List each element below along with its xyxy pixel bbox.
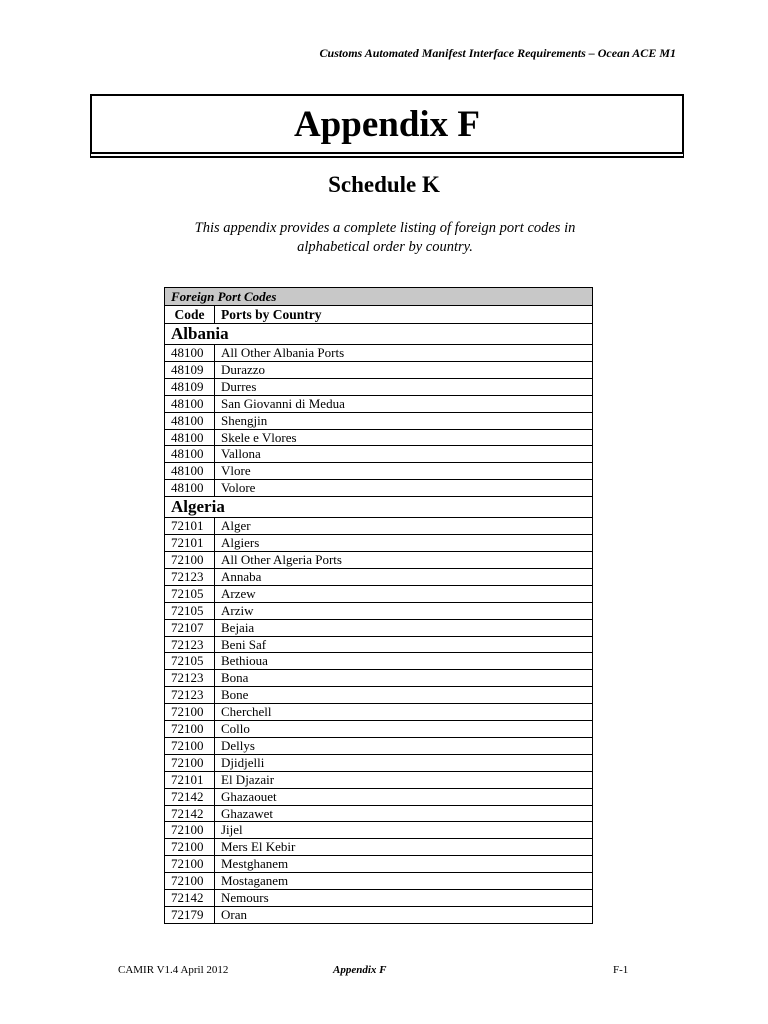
- port-name: Beni Saf: [215, 636, 593, 653]
- port-name: Ghazawet: [215, 805, 593, 822]
- country-row: [165, 324, 593, 345]
- port-code: 48100: [165, 412, 215, 429]
- port-code: 72101: [165, 771, 215, 788]
- ports-column-header: Ports by Country: [215, 306, 593, 324]
- port-code: 48109: [165, 378, 215, 395]
- table-row: [165, 704, 593, 721]
- port-code: 72101: [165, 535, 215, 552]
- port-name: Jijel: [215, 822, 593, 839]
- port-name: Nemours: [215, 890, 593, 907]
- intro-paragraph: This appendix provides a complete listing of foreign port codes in alphabetical order by country.: [194, 220, 576, 255]
- port-code: 48100: [165, 429, 215, 446]
- port-code: 72179: [165, 907, 215, 924]
- table-row: [165, 463, 593, 480]
- table-row: [165, 585, 593, 602]
- table-row: [165, 535, 593, 552]
- country-name: Algeria: [165, 497, 593, 518]
- table-row: [165, 890, 593, 907]
- table-row: [165, 687, 593, 704]
- port-name: All Other Algeria Ports: [215, 551, 593, 568]
- port-name: Annaba: [215, 568, 593, 585]
- port-name: Dellys: [215, 737, 593, 754]
- table-row: [165, 737, 593, 754]
- port-name: Volore: [215, 480, 593, 497]
- port-name: Arziw: [215, 602, 593, 619]
- port-name: Vlore: [215, 463, 593, 480]
- table-row: [165, 788, 593, 805]
- port-code: 72101: [165, 518, 215, 535]
- port-name: Alger: [215, 518, 593, 535]
- table-caption: Foreign Port Codes: [165, 288, 593, 306]
- port-name: Arzew: [215, 585, 593, 602]
- port-name: Djidjelli: [215, 754, 593, 771]
- footer-page-number: F-1: [613, 964, 629, 976]
- table-row: [165, 754, 593, 771]
- table-row: [165, 771, 593, 788]
- running-header: Customs Automated Manifest Interface Requirements – Ocean ACE M1: [319, 46, 676, 60]
- table-row: [165, 856, 593, 873]
- port-code: 48109: [165, 361, 215, 378]
- port-code: 72100: [165, 856, 215, 873]
- table-row: [165, 873, 593, 890]
- code-column-header: Code: [165, 306, 215, 324]
- table-row: [165, 653, 593, 670]
- port-code: 72123: [165, 636, 215, 653]
- table-row: [165, 429, 593, 446]
- port-code: 72107: [165, 619, 215, 636]
- port-code: 72105: [165, 585, 215, 602]
- table-row: [165, 907, 593, 924]
- port-code: 72142: [165, 805, 215, 822]
- table-row: [165, 636, 593, 653]
- port-code: 72105: [165, 653, 215, 670]
- port-name: Ghazaouet: [215, 788, 593, 805]
- table-row: [165, 518, 593, 535]
- table-row: [165, 378, 593, 395]
- port-name: Bona: [215, 670, 593, 687]
- port-name: Mostaganem: [215, 873, 593, 890]
- port-code: 72100: [165, 737, 215, 754]
- port-code: 48100: [165, 395, 215, 412]
- port-code: 48100: [165, 463, 215, 480]
- table-row: [165, 446, 593, 463]
- table-row: [165, 839, 593, 856]
- port-code: 72100: [165, 822, 215, 839]
- table-row: [165, 721, 593, 738]
- port-name: Durazzo: [215, 361, 593, 378]
- footer-section: Appendix F: [333, 964, 387, 976]
- port-code: 72100: [165, 873, 215, 890]
- port-code: 72142: [165, 788, 215, 805]
- table-row: [165, 822, 593, 839]
- port-name: Collo: [215, 721, 593, 738]
- table-row: [165, 480, 593, 497]
- table-row: [165, 395, 593, 412]
- table-row: [165, 602, 593, 619]
- port-name: Mestghanem: [215, 856, 593, 873]
- table-row: [165, 551, 593, 568]
- port-name: Bethioua: [215, 653, 593, 670]
- port-name: Shengjin: [215, 412, 593, 429]
- port-name: Bone: [215, 687, 593, 704]
- footer-version: CAMIR V1.4 April 2012: [118, 964, 229, 976]
- port-code: 72100: [165, 551, 215, 568]
- port-code: 72105: [165, 602, 215, 619]
- page-title: Appendix F: [293, 103, 481, 145]
- port-code: 72123: [165, 568, 215, 585]
- port-name: Mers El Kebir: [215, 839, 593, 856]
- port-name: San Giovanni di Medua: [215, 395, 593, 412]
- port-name: Vallona: [215, 446, 593, 463]
- port-name: El Djazair: [215, 771, 593, 788]
- table-row: [165, 670, 593, 687]
- port-code: 72123: [165, 687, 215, 704]
- port-code: 48100: [165, 345, 215, 362]
- port-name: Oran: [215, 907, 593, 924]
- title-box: [90, 94, 684, 154]
- table-row: [165, 412, 593, 429]
- port-code: 72100: [165, 754, 215, 771]
- schedule-heading: Schedule K: [328, 172, 440, 197]
- port-code: 72100: [165, 721, 215, 738]
- port-code: 72123: [165, 670, 215, 687]
- table-row: [165, 805, 593, 822]
- port-codes-table: [164, 287, 593, 924]
- port-name: Skele e Vlores: [215, 429, 593, 446]
- table-row: [165, 568, 593, 585]
- table-header-row: [165, 306, 593, 324]
- port-code: 72142: [165, 890, 215, 907]
- table-row: [165, 361, 593, 378]
- port-name: Cherchell: [215, 704, 593, 721]
- table-caption-row: [165, 288, 593, 306]
- port-name: Bejaia: [215, 619, 593, 636]
- country-name: Albania: [165, 324, 593, 345]
- port-name: Durres: [215, 378, 593, 395]
- port-name: Algiers: [215, 535, 593, 552]
- port-code: 72100: [165, 839, 215, 856]
- port-code: 48100: [165, 480, 215, 497]
- country-row: [165, 497, 593, 518]
- port-code: 72100: [165, 704, 215, 721]
- table-row: [165, 345, 593, 362]
- table-row: [165, 619, 593, 636]
- port-code: 48100: [165, 446, 215, 463]
- port-name: All Other Albania Ports: [215, 345, 593, 362]
